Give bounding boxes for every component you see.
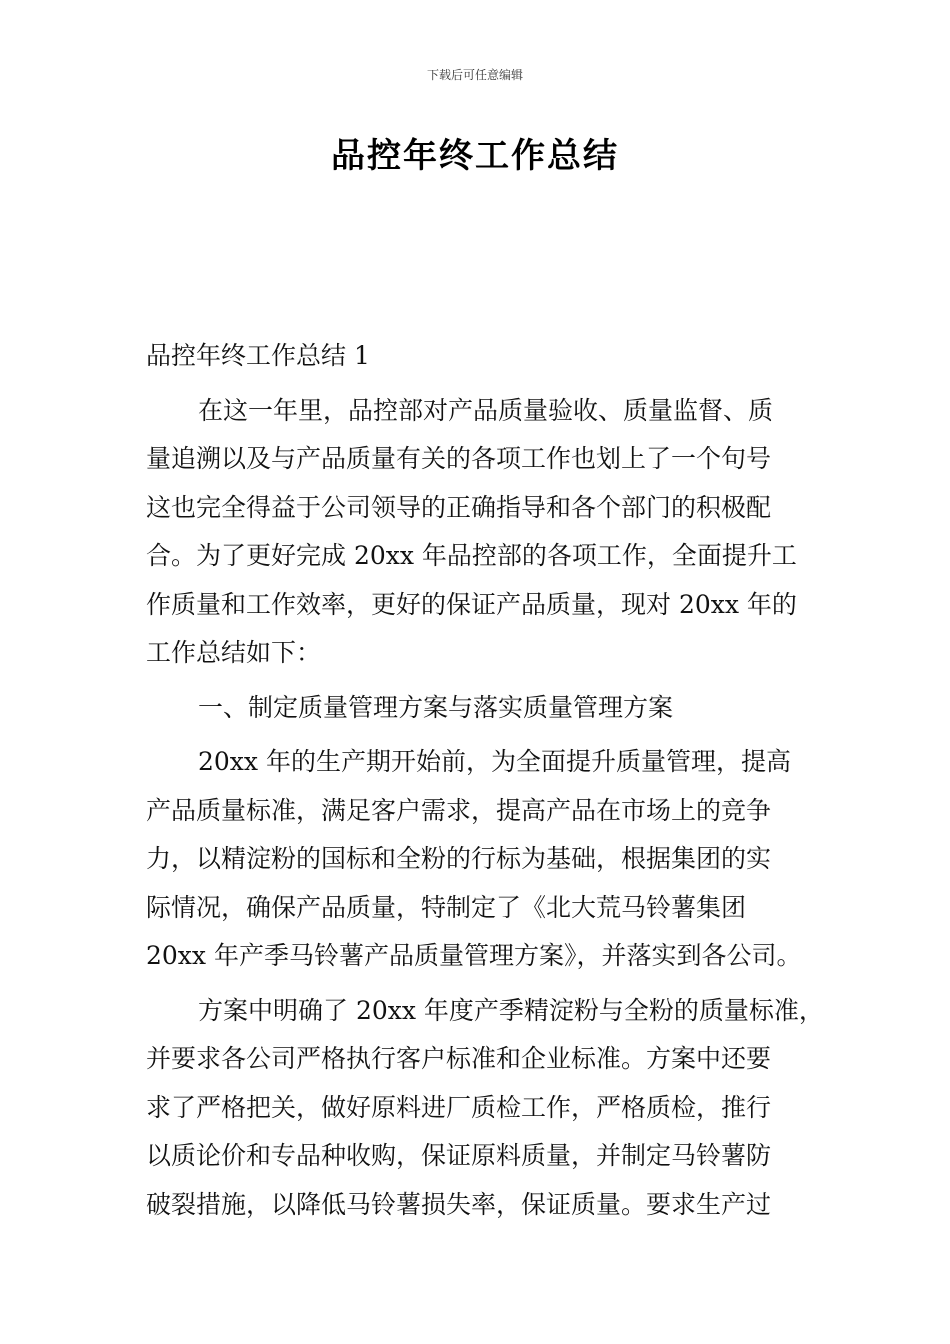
paragraph-line: 量追溯以及与产品质量有关的各项工作也划上了一个句号 bbox=[146, 444, 772, 473]
paragraph-line: 合。为了更好完成 20xx 年品控部的各项工作，全面提升工 bbox=[146, 541, 797, 570]
paragraph-line: 工作总结如下： bbox=[146, 638, 322, 667]
paragraph-line: 力，以精淀粉的国标和全粉的行标为基础，根据集团的实 bbox=[146, 844, 772, 873]
paragraph-line: 求了严格把关，做好原料进厂质检工作，严格质检，推行 bbox=[146, 1092, 772, 1122]
paragraph-line: 这也完全得益于公司领导的正确指导和各个部门的积极配 bbox=[146, 492, 772, 522]
document-body bbox=[146, 332, 824, 1229]
subsection-heading: 一、制定质量管理方案与落实质量管理方案 bbox=[198, 692, 674, 722]
paragraph-line: 破裂措施，以降低马铃薯损失率，保证质量。要求生产过 bbox=[146, 1189, 772, 1219]
section-heading: 品控年终工作总结 1 bbox=[146, 341, 370, 370]
paragraph-line: 际情况，确保产品质量，特制定了《北大荒马铃薯集团 bbox=[146, 892, 747, 922]
paragraph-line: 并要求各公司严格执行客户标准和企业标准。方案中还要 bbox=[146, 1044, 772, 1073]
paragraph-line: 20xx 年产季马铃薯产品质量管理方案》，并落实到各公司。 bbox=[146, 941, 802, 970]
paragraph-line: 作质量和工作效率，更好的保证产品质量，现对 20xx 年的 bbox=[146, 589, 797, 619]
paragraph-line: 20xx 年的生产期开始前，为全面提升质量管理，提高 bbox=[198, 747, 791, 776]
paragraph-line: 以质论价和专品种收购，保证原料质量，并制定马铃薯防 bbox=[146, 1141, 772, 1170]
paragraph-line: 产品质量标准，满足客户需求，提高产品在市场上的竞争 bbox=[146, 795, 772, 825]
paragraph-line: 在这一年里，品控部对产品质量验收、质量监督、质 bbox=[198, 395, 774, 425]
header-note: 下载后可任意编辑 bbox=[426, 68, 523, 82]
paragraph-line: 方案中明确了 20xx 年度产季精淀粉与全粉的质量标准， bbox=[198, 995, 824, 1025]
document-title: 品控年终工作总结 bbox=[331, 136, 619, 176]
